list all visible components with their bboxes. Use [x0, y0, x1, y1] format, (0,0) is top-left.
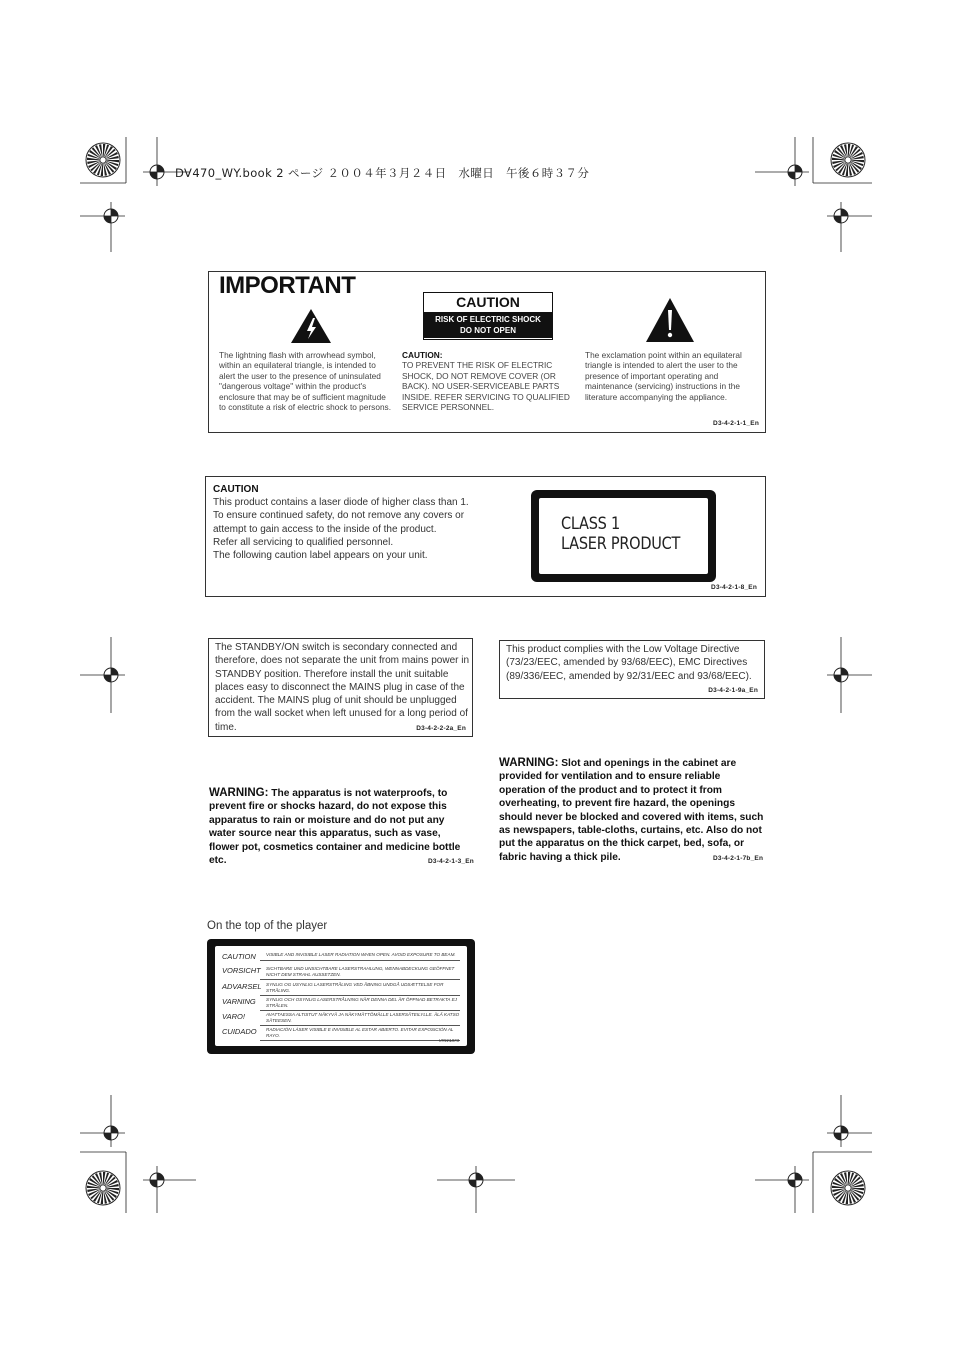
caution-label-subtitle — [424, 312, 552, 338]
laser-ref-code: D3-4-2-1-8_En — [711, 584, 757, 591]
laser-caution-heading: CAUTION — [213, 484, 259, 495]
standby-notice-box — [208, 638, 473, 737]
class1-label-line1: CLASS 1 — [561, 514, 620, 533]
class1-laser-label — [531, 490, 716, 582]
label-row — [222, 997, 460, 1011]
directive-notice-box — [499, 640, 765, 699]
water-warning-lead: WARNING: — [209, 787, 269, 799]
directive-notice-text: This product complies with the Low Voltage Directive (73/23/EEC, amended by 93/68/EEC), EMC Directives (89/336/EEC, amended by 92/31/EEC and 93/68/EEC). — [506, 644, 752, 682]
label-row-word: ADVARSEL — [222, 982, 262, 991]
laser-paragraph-2: Refer all servicing to qualified personnel. — [213, 536, 394, 548]
ventilation-warning — [499, 757, 765, 864]
caution-explanation — [402, 350, 574, 412]
laser-paragraph-1: This product contains a laser diode of higher class than 1. To ensure continued safety, do not remove any covers or attempt to gain access to the inside of the product. — [213, 497, 469, 535]
caution-text: TO PREVENT THE RISK OF ELECTRIC SHOCK, DO NOT REMOVE COVER (OR BACK). NO USER-SERVICEABLE PARTS INSIDE. REFER SERVICING TO QUALIFIED SERVICE PERSONNEL. — [402, 360, 570, 413]
label-row-text: AVATTAESSA ALTISTUT NÄKYVÄ JA NÄKYMÄTTÖMÄLLE LASERSÄTEILYLLE. ÄLÄ KATSO SÄTEESEN. — [260, 1012, 460, 1026]
label-row-text: VISIBLE AND INVISIBLE LASER RADIATION WHEN OPEN. AVOID EXPOSURE TO BEAM. — [260, 952, 460, 961]
caution-label-line1: RISK OF ELECTRIC SHOCK — [435, 315, 541, 324]
label-row-text: SYNLIG OCH OSYNLIG LASERSTRÅLNING NÄR DENNA DEL ÄR ÖPPNAD BETRAKTA EJ STRÅLEN. — [260, 997, 460, 1011]
laser-caution-text — [213, 483, 473, 562]
label-row — [222, 982, 460, 996]
standby-notice-text: The STANDBY/ON switch is secondary connected and therefore, does not separate the unit from mains power in STANDBY position. Therefore install the unit suitable places easy to disconnect the MAINS plug in case of the accident. The MAINS plug of unit should be unplugged from the wall socket when left unused for a long period of time. — [215, 642, 470, 733]
label-row — [222, 966, 460, 980]
ventilation-warning-ref-code: D3-4-2-1-7b_En — [713, 855, 764, 862]
class1-label-line2: LASER PRODUCT — [561, 534, 681, 553]
laser-caution-box — [205, 476, 766, 597]
ventilation-warning-lead: WARNING: — [499, 757, 559, 769]
caution-label-title: CAUTION — [424, 293, 552, 312]
label-row-text: RADIACIÓN LÁSER VISIBLE E INVISIBLE AL ESTAR ABIERTO. EVITAR EXPOSICIÓN AL RAYO. — [260, 1027, 460, 1041]
book-info-header: DV470_WY.book 2 ページ ２００４年３月２４日 水曜日 午後６時３７分 — [175, 166, 590, 180]
lightning-explanation: The lightning flash with arrowhead symbol, within an equilateral triangle, is intended to alert the user to the presence of uninsulated "dangerous voltage" within the product's enclosure that may be of sufficient magnitude to constitute a risk of electric shock to persons. — [219, 350, 392, 413]
important-title: IMPORTANT — [219, 272, 356, 299]
label-row-word: VARO! — [222, 1012, 245, 1021]
label-row-word: CUIDADO — [222, 1027, 257, 1036]
caution-label-line2: DO NOT OPEN — [459, 326, 516, 335]
label-row-text: SYNLIG OG USYNLIG LASERSTRÅLING VED ÅBNING UNDGÅ UDSÆTTELSE FOR STRÅLING. — [260, 982, 460, 996]
label-row-word: VARNING — [222, 997, 256, 1006]
label-row — [222, 952, 460, 964]
important-ref-code: D3-4-2-1-1_En — [713, 420, 759, 427]
caution-shock-label — [423, 292, 553, 340]
player-top-caution-label — [207, 939, 475, 1054]
label-row-word: CAUTION — [222, 952, 256, 961]
label-row-word: VORSICHT — [222, 966, 261, 975]
laser-paragraph-3: The following caution label appears on your unit. — [213, 550, 428, 562]
standby-ref-code: D3-4-2-2-2a_En — [416, 725, 466, 732]
top-label-caption: On the top of the player — [207, 920, 328, 932]
exclamation-warning-icon — [645, 297, 695, 343]
lightning-warning-icon — [290, 308, 332, 344]
label-code: VRW1873 — [438, 1038, 459, 1043]
water-warning-ref-code: D3-4-2-1-3_En — [428, 858, 474, 865]
ventilation-warning-text: Slot and openings in the cabinet are provided for ventilation and to ensure reliable operation of the product and to protect it from overheating, to prevent fire hazard, the openings should never be blocked and covered with items, such as newspapers, table-cloths, curtains, etc. Also do not put the apparatus on the thick carpet, bed, sofa, or fabric having a thick pile. — [499, 758, 764, 863]
water-warning-text: The apparatus is not waterproofs, to prevent fire or shocks hazard, do not expose this apparatus to rain or moisture and do not put any water source near this apparatus, such as vase, flower pot, cosmetics container and medicine bottle etc. — [209, 788, 461, 867]
important-box — [208, 271, 766, 433]
caution-heading: CAUTION: — [402, 350, 443, 360]
label-row-text: SICHTBARE UND UNSICHTBARE LASERSTRAHLUNG, WENNABDECKUNG GEÖFFNET NICHT DEM STRAHL AUSSETZEN. — [260, 966, 460, 980]
exclamation-explanation: The exclamation point within an equilateral triangle is intended to alert the user to the presence of important operating and maintenance (servicing) instructions in the literature accompanying the appliance. — [585, 350, 742, 402]
label-row — [222, 1012, 460, 1026]
water-warning — [209, 787, 471, 867]
directive-ref-code: D3-4-2-1-9a_En — [708, 687, 758, 694]
label-row — [222, 1027, 460, 1041]
